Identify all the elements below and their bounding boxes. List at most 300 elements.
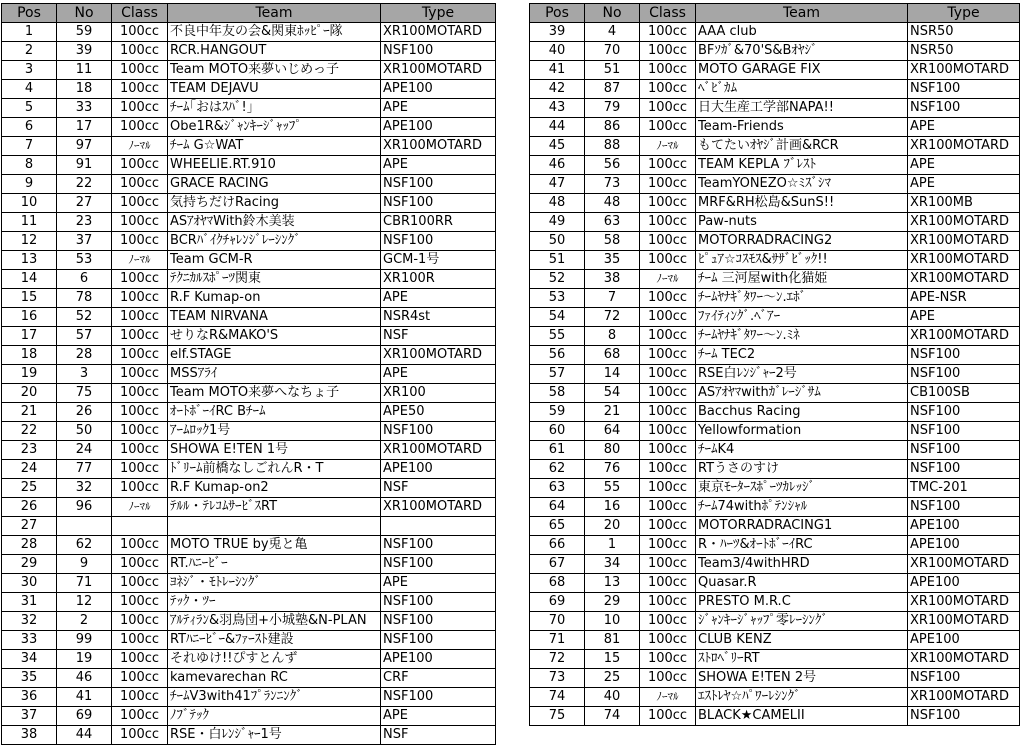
cell-no: 73 <box>585 175 640 194</box>
cell-class: 100cc <box>640 194 696 213</box>
cell-class: 100cc <box>640 517 696 536</box>
table-row <box>530 460 1020 479</box>
cell-type: XR100MOTARD <box>908 327 1020 346</box>
cell-team: ｼﾞｬﾝｷｰｼﾞｬｯﾌﾟ零ﾚｰｼﾝｸﾞ <box>696 612 908 631</box>
cell-no: 25 <box>585 669 640 688</box>
cell-class: 100cc <box>640 555 696 574</box>
cell-team: ﾃｯｸ・ﾂｰ <box>168 593 381 612</box>
cell-type: APE <box>908 308 1020 327</box>
cell-pos: 32 <box>2 612 57 631</box>
cell-team: elf.STAGE <box>168 346 381 365</box>
cell-class: 100cc <box>640 460 696 479</box>
cell-pos: 43 <box>530 99 585 118</box>
table-row <box>2 99 496 118</box>
cell-no: 57 <box>57 327 112 346</box>
cell-class: 100cc <box>112 384 168 403</box>
cell-team: Bacchus Racing <box>696 403 908 422</box>
cell-type: NSF100 <box>908 403 1020 422</box>
cell-no: 37 <box>57 232 112 251</box>
cell-no: 55 <box>585 479 640 498</box>
cell-class: 100cc <box>640 99 696 118</box>
cell-team: ﾄﾞﾘｰﾑ前橋なしごれんR・T <box>168 460 381 479</box>
cell-pos: 14 <box>2 270 57 289</box>
cell-no: 14 <box>585 365 640 384</box>
cell-no: 16 <box>585 498 640 517</box>
cell-team: ﾁｰﾑ 三河屋with化猫姫 <box>696 270 908 289</box>
cell-no: 68 <box>585 346 640 365</box>
table-row <box>2 232 496 251</box>
cell-type: APE100 <box>908 536 1020 555</box>
cell-pos: 28 <box>2 536 57 555</box>
cell-team: RCR.HANGOUT <box>168 42 381 61</box>
cell-team: Quasar.R <box>696 574 908 593</box>
table-row <box>530 365 1020 384</box>
cell-no: 69 <box>57 707 112 726</box>
cell-class: 100cc <box>112 346 168 365</box>
results-table-left <box>1 3 496 745</box>
cell-type: NSF100 <box>381 175 496 194</box>
cell-type: NSF100 <box>908 422 1020 441</box>
cell-team: kamevarechan RC <box>168 669 381 688</box>
table-row <box>2 460 496 479</box>
cell-no: 76 <box>585 460 640 479</box>
cell-no: 78 <box>57 289 112 308</box>
cell-type: XR100MOTARD <box>908 612 1020 631</box>
table-row <box>2 156 496 175</box>
cell-class: 100cc <box>640 80 696 99</box>
table-row <box>2 707 496 726</box>
cell-no: 58 <box>585 232 640 251</box>
cell-pos: 21 <box>2 403 57 422</box>
cell-no <box>57 517 112 536</box>
cell-type: NSF100 <box>908 346 1020 365</box>
table-row <box>530 23 1020 42</box>
cell-no: 39 <box>57 42 112 61</box>
cell-class: ﾉｰﾏﾙ <box>112 498 168 517</box>
table-row <box>530 156 1020 175</box>
table-row <box>530 232 1020 251</box>
cell-no: 38 <box>585 270 640 289</box>
cell-class: 100cc <box>640 365 696 384</box>
cell-pos: 20 <box>2 384 57 403</box>
cell-pos: 2 <box>2 42 57 61</box>
cell-pos: 42 <box>530 80 585 99</box>
table-row <box>530 536 1020 555</box>
header-pos: Pos <box>530 4 585 23</box>
cell-class: 100cc <box>112 213 168 232</box>
cell-no: 13 <box>585 574 640 593</box>
cell-no: 35 <box>585 251 640 270</box>
table-row <box>2 61 496 80</box>
cell-type: XR100MOTARD <box>381 137 496 156</box>
table-row <box>2 479 496 498</box>
cell-pos: 29 <box>2 555 57 574</box>
header-class: Class <box>640 4 696 23</box>
cell-class: ﾉｰﾏﾙ <box>640 270 696 289</box>
cell-team: もてたいｵﾔｼﾞ計画&RCR <box>696 137 908 156</box>
cell-no: 15 <box>585 650 640 669</box>
cell-team: Team MOTO来夢へなちょ子 <box>168 384 381 403</box>
cell-team: ﾁｰﾑ｢おはｽﾊﾞ!｣ <box>168 99 381 118</box>
cell-class: 100cc <box>112 23 168 42</box>
cell-pos: 61 <box>530 441 585 460</box>
cell-pos: 54 <box>530 308 585 327</box>
cell-no: 10 <box>585 612 640 631</box>
cell-team: Yellowformation <box>696 422 908 441</box>
header-class: Class <box>112 4 168 23</box>
cell-pos: 3 <box>2 61 57 80</box>
cell-team: ﾁｰﾑﾔﾅｷﾞﾀﾜｰ～ﾝ.ｴﾎﾞ <box>696 289 908 308</box>
table-row <box>2 593 496 612</box>
cell-pos: 19 <box>2 365 57 384</box>
cell-type: NSF100 <box>381 232 496 251</box>
table-row <box>530 669 1020 688</box>
cell-team: ｱﾙﾃｨﾗﾝ&羽鳥団+小城塾&N-PLAN <box>168 612 381 631</box>
cell-class: 100cc <box>640 251 696 270</box>
cell-type: APE <box>908 156 1020 175</box>
cell-pos: 18 <box>2 346 57 365</box>
cell-class: 100cc <box>640 327 696 346</box>
cell-pos: 55 <box>530 327 585 346</box>
cell-no: 12 <box>57 593 112 612</box>
cell-class: 100cc <box>112 194 168 213</box>
cell-class: 100cc <box>640 156 696 175</box>
cell-pos: 39 <box>530 23 585 42</box>
cell-class: 100cc <box>640 441 696 460</box>
cell-class: 100cc <box>640 650 696 669</box>
cell-pos: 62 <box>530 460 585 479</box>
cell-no: 70 <box>585 42 640 61</box>
table-row <box>530 422 1020 441</box>
cell-type: XR100MOTARD <box>908 593 1020 612</box>
cell-no: 50 <box>57 422 112 441</box>
cell-type: NSF100 <box>381 688 496 707</box>
cell-team: ﾁｰﾑﾔﾅｷﾞﾀﾜｰ～ﾝ.ﾐﾈ <box>696 327 908 346</box>
cell-team: SHOWA E!TEN 1号 <box>168 441 381 460</box>
header-type: Type <box>908 4 1020 23</box>
cell-class: ﾉｰﾏﾙ <box>640 688 696 707</box>
cell-team: Team GCM-R <box>168 251 381 270</box>
cell-pos: 36 <box>2 688 57 707</box>
cell-type <box>381 517 496 536</box>
cell-type: CRF <box>381 669 496 688</box>
cell-class: 100cc <box>112 327 168 346</box>
cell-class: 100cc <box>112 270 168 289</box>
cell-team: CLUB KENZ <box>696 631 908 650</box>
cell-no: 27 <box>57 194 112 213</box>
header-row <box>530 4 1020 23</box>
cell-pos: 16 <box>2 308 57 327</box>
table-row <box>530 346 1020 365</box>
cell-class: 100cc <box>640 707 696 726</box>
cell-pos: 48 <box>530 194 585 213</box>
table-row <box>530 688 1020 707</box>
cell-team: BLACK★CAMELII <box>696 707 908 726</box>
table-row <box>530 498 1020 517</box>
cell-pos: 47 <box>530 175 585 194</box>
cell-team: SHOWA E!TEN 2号 <box>696 669 908 688</box>
table-row <box>2 23 496 42</box>
table-row <box>2 308 496 327</box>
cell-pos: 4 <box>2 80 57 99</box>
cell-team: ｱｰﾑﾛｯｸ1号 <box>168 422 381 441</box>
cell-team: ﾖﾈｼﾞ・ﾓﾄﾚｰｼﾝｸﾞ <box>168 574 381 593</box>
cell-pos: 35 <box>2 669 57 688</box>
cell-pos: 63 <box>530 479 585 498</box>
cell-no: 41 <box>57 688 112 707</box>
cell-pos: 72 <box>530 650 585 669</box>
cell-no: 4 <box>585 23 640 42</box>
cell-class: 100cc <box>112 479 168 498</box>
cell-type: APE100 <box>381 460 496 479</box>
cell-pos: 53 <box>530 289 585 308</box>
cell-no: 81 <box>585 631 640 650</box>
table-row <box>530 517 1020 536</box>
table-row <box>530 479 1020 498</box>
cell-team: ASｱｵﾔﾏwithｶﾞﾚｰｼﾞｻﾑ <box>696 384 908 403</box>
cell-type: APE-NSR <box>908 289 1020 308</box>
table-row <box>2 346 496 365</box>
cell-class: 100cc <box>112 574 168 593</box>
cell-team: Team MOTO来夢いじめっ子 <box>168 61 381 80</box>
cell-team: MRF&RH松島&SunS!! <box>696 194 908 213</box>
cell-class: 100cc <box>640 574 696 593</box>
cell-pos: 52 <box>530 270 585 289</box>
cell-class: 100cc <box>640 213 696 232</box>
cell-team: R.F Kumap-on2 <box>168 479 381 498</box>
cell-type: NSR50 <box>908 23 1020 42</box>
table-row <box>530 631 1020 650</box>
table-row <box>2 118 496 137</box>
cell-pos: 13 <box>2 251 57 270</box>
cell-type: XR100MOTARD <box>908 688 1020 707</box>
cell-type: XR100MOTARD <box>908 270 1020 289</box>
cell-class: ﾉｰﾏﾙ <box>112 251 168 270</box>
cell-type: XR100MOTARD <box>381 346 496 365</box>
cell-pos: 1 <box>2 23 57 42</box>
cell-type: NSF100 <box>381 555 496 574</box>
cell-team: ｵｰﾄﾎﾞｰｲRC Bﾁｰﾑ <box>168 403 381 422</box>
cell-class: 100cc <box>112 726 168 745</box>
cell-team: BCRﾊﾞｲｸﾁｬﾚﾝｼﾞﾚｰｼﾝｸﾞ <box>168 232 381 251</box>
cell-type: APE <box>381 99 496 118</box>
results-table-right <box>529 3 1020 726</box>
cell-type: NSF100 <box>381 612 496 631</box>
cell-pos: 75 <box>530 707 585 726</box>
cell-type: APE <box>381 156 496 175</box>
cell-class: 100cc <box>640 42 696 61</box>
cell-no: 88 <box>585 137 640 156</box>
cell-type: APE100 <box>908 517 1020 536</box>
cell-class: 100cc <box>640 118 696 137</box>
cell-no: 28 <box>57 346 112 365</box>
cell-class: 100cc <box>112 365 168 384</box>
cell-pos: 30 <box>2 574 57 593</box>
table-row <box>2 403 496 422</box>
cell-class: 100cc <box>640 384 696 403</box>
cell-type: XR100MOTARD <box>908 650 1020 669</box>
table-row <box>530 327 1020 346</box>
cell-pos: 24 <box>2 460 57 479</box>
cell-team: RSE・白ﾚﾝｼﾞｬｰ1号 <box>168 726 381 745</box>
cell-class: 100cc <box>112 308 168 327</box>
cell-no: 1 <box>585 536 640 555</box>
cell-team: Team3/4withHRD <box>696 555 908 574</box>
cell-team: RTうさのすけ <box>696 460 908 479</box>
cell-no: 75 <box>57 384 112 403</box>
cell-team: TEAM KEPLA ﾌﾞﾚｽﾄ <box>696 156 908 175</box>
table-row <box>2 80 496 99</box>
cell-class: 100cc <box>640 289 696 308</box>
cell-team: せりなR&MAKO'S <box>168 327 381 346</box>
cell-type: XR100MOTARD <box>908 232 1020 251</box>
cell-pos: 31 <box>2 593 57 612</box>
cell-team: ｽﾄﾛﾍﾞﾘｰRT <box>696 650 908 669</box>
table-row <box>530 574 1020 593</box>
cell-no: 99 <box>57 631 112 650</box>
table-row <box>2 726 496 745</box>
table-row <box>2 137 496 156</box>
cell-type: APE <box>908 118 1020 137</box>
cell-no: 63 <box>585 213 640 232</box>
cell-team: ﾁｰﾑ74withﾎﾟﾃﾝｼｬﾙ <box>696 498 908 517</box>
cell-team: ﾁｰﾑV3with41ﾌﾟﾗﾝﾆﾝｸﾞ <box>168 688 381 707</box>
cell-team: ASｱｵﾔﾏWith鈴木美装 <box>168 213 381 232</box>
table-row <box>2 270 496 289</box>
cell-team: ﾉﾌﾞﾃｯｸ <box>168 707 381 726</box>
table-row <box>2 194 496 213</box>
cell-type: XR100MOTARD <box>908 137 1020 156</box>
table-row <box>2 327 496 346</box>
cell-no: 53 <box>57 251 112 270</box>
cell-type: XR100MOTARD <box>381 498 496 517</box>
cell-type: NSR50 <box>908 42 1020 61</box>
cell-pos: 49 <box>530 213 585 232</box>
table-row <box>530 593 1020 612</box>
cell-type: XR100MOTARD <box>381 61 496 80</box>
header-row <box>2 4 496 23</box>
cell-pos: 38 <box>2 726 57 745</box>
cell-class: 100cc <box>112 289 168 308</box>
cell-team: RT.ﾊﾆｰﾋﾞｰ <box>168 555 381 574</box>
table-row <box>2 612 496 631</box>
cell-type: APE <box>381 289 496 308</box>
table-row <box>2 555 496 574</box>
table-row <box>2 441 496 460</box>
cell-team: それゆけ!!ぴすとんず <box>168 650 381 669</box>
cell-team: 東京ﾓｰﾀｰｽﾎﾟｰﾂｶﾚｯｼﾞ <box>696 479 908 498</box>
cell-no: 59 <box>57 23 112 42</box>
cell-type: NSF100 <box>908 365 1020 384</box>
cell-no: 56 <box>585 156 640 175</box>
cell-class: 100cc <box>112 403 168 422</box>
table-row <box>2 536 496 555</box>
cell-type: NSF100 <box>908 441 1020 460</box>
cell-team: ﾃｸﾆｶﾙｽﾎﾟｰﾂ関東 <box>168 270 381 289</box>
table-row <box>2 650 496 669</box>
cell-class: 100cc <box>112 593 168 612</box>
cell-pos: 50 <box>530 232 585 251</box>
cell-team: ﾋﾟｭｱ☆ｺｽﾓｽ&ｻｻﾞﾋﾞｯｸ!! <box>696 251 908 270</box>
cell-no: 48 <box>585 194 640 213</box>
cell-type: XR100MB <box>908 194 1020 213</box>
cell-team: WHEELIE.RT.910 <box>168 156 381 175</box>
cell-pos: 46 <box>530 156 585 175</box>
cell-pos: 8 <box>2 156 57 175</box>
cell-class: 100cc <box>640 403 696 422</box>
table-row <box>530 80 1020 99</box>
cell-type: XR100R <box>381 270 496 289</box>
cell-pos: 73 <box>530 669 585 688</box>
table-row <box>2 574 496 593</box>
cell-no: 2 <box>57 612 112 631</box>
table-row <box>530 42 1020 61</box>
cell-class: 100cc <box>112 175 168 194</box>
cell-class: ﾉｰﾏﾙ <box>640 137 696 156</box>
cell-no: 24 <box>57 441 112 460</box>
cell-type: NSF100 <box>908 99 1020 118</box>
cell-team: ﾍﾞﾋﾞｶﾑ <box>696 80 908 99</box>
cell-type: XR100MOTARD <box>908 61 1020 80</box>
cell-team: BFｿｶﾞ&70'S&Bｵﾔｼﾞ <box>696 42 908 61</box>
cell-pos: 15 <box>2 289 57 308</box>
cell-team: ﾁｰﾑ TEC2 <box>696 346 908 365</box>
cell-pos: 64 <box>530 498 585 517</box>
table-row <box>530 194 1020 213</box>
cell-class: 100cc <box>112 80 168 99</box>
table-row <box>2 175 496 194</box>
cell-class: 100cc <box>112 118 168 137</box>
cell-pos: 34 <box>2 650 57 669</box>
cell-type: CBR100RR <box>381 213 496 232</box>
cell-no: 79 <box>585 99 640 118</box>
cell-type: APE <box>381 365 496 384</box>
cell-type: XR100MOTARD <box>908 213 1020 232</box>
cell-class: 100cc <box>640 23 696 42</box>
cell-no: 11 <box>57 61 112 80</box>
table-row <box>2 42 496 61</box>
cell-type: APE <box>908 175 1020 194</box>
table-row <box>530 175 1020 194</box>
cell-type: NSF100 <box>908 707 1020 726</box>
cell-no: 86 <box>585 118 640 137</box>
table-row <box>2 422 496 441</box>
table-row <box>530 707 1020 726</box>
cell-type: NSR4st <box>381 308 496 327</box>
cell-no: 19 <box>57 650 112 669</box>
table-row <box>2 517 496 536</box>
table-row <box>530 137 1020 156</box>
header-pos: Pos <box>2 4 57 23</box>
cell-team: R・ﾊｰﾂ&ｵｰﾄﾎﾞｰｲRC <box>696 536 908 555</box>
cell-class: 100cc <box>112 441 168 460</box>
cell-no: 23 <box>57 213 112 232</box>
cell-team: Team-Friends <box>696 118 908 137</box>
cell-type: APE100 <box>381 650 496 669</box>
cell-type: XR100MOTARD <box>908 555 1020 574</box>
cell-type: APE <box>381 574 496 593</box>
cell-type: APE100 <box>908 631 1020 650</box>
cell-pos: 11 <box>2 213 57 232</box>
cell-team <box>168 517 381 536</box>
cell-no: 18 <box>57 80 112 99</box>
cell-class: 100cc <box>112 536 168 555</box>
cell-pos: 25 <box>2 479 57 498</box>
header-type: Type <box>381 4 496 23</box>
cell-pos: 69 <box>530 593 585 612</box>
cell-class: 100cc <box>112 232 168 251</box>
cell-type: XR100 <box>381 384 496 403</box>
